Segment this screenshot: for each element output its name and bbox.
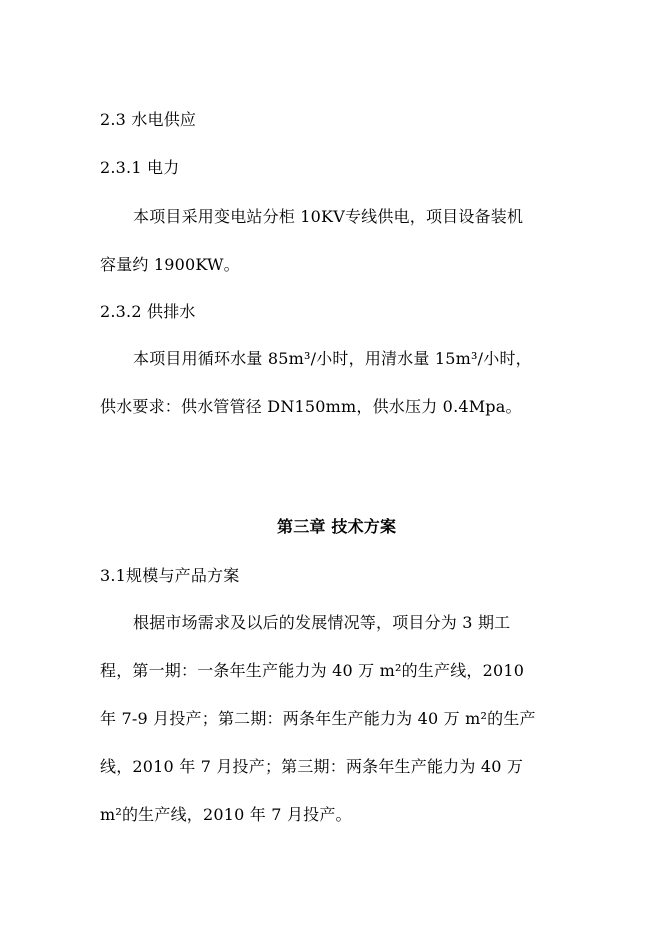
power-paragraph-line-2: 容量约 1900KW。 [100,255,240,274]
chapter-3-title: 第三章 技术方案 [277,517,397,536]
section-2-3-2-heading: 2.3.2 供排水 [100,302,196,321]
section-3-1-heading: 3.1规模与产品方案 [100,566,240,585]
water-paragraph-line-2: 供水要求：供水管管径 DN150mm，供水压力 0.4Mpa。 [100,397,522,416]
section-2-3-heading: 2.3 水电供应 [100,110,197,129]
scale-paragraph-line-3: 年 7-9 月投产；第二期：两条年生产能力为 40 万 m²的生产 [100,709,536,728]
water-paragraph-line-1: 本项目用循环水量 85m³/小时，用清水量 15m³/小时， [133,349,532,368]
power-paragraph-line-1: 本项目采用变电站分柜 10KV专线供电，项目设备装机 [133,207,524,226]
scale-paragraph-line-4: 线，2010 年 7 月投产；第三期：两条年生产能力为 40 万 [100,757,524,776]
scale-paragraph-line-1: 根据市场需求及以后的发展情况等，项目分为 3 期工 [133,613,511,632]
scale-paragraph-line-5: m²的生产线，2010 年 7 月投产。 [100,805,352,824]
section-2-3-1-heading: 2.3.1 电力 [100,158,180,177]
scale-paragraph-line-2: 程，第一期：一条年生产能力为 40 万 m²的生产线，2010 [100,661,525,680]
